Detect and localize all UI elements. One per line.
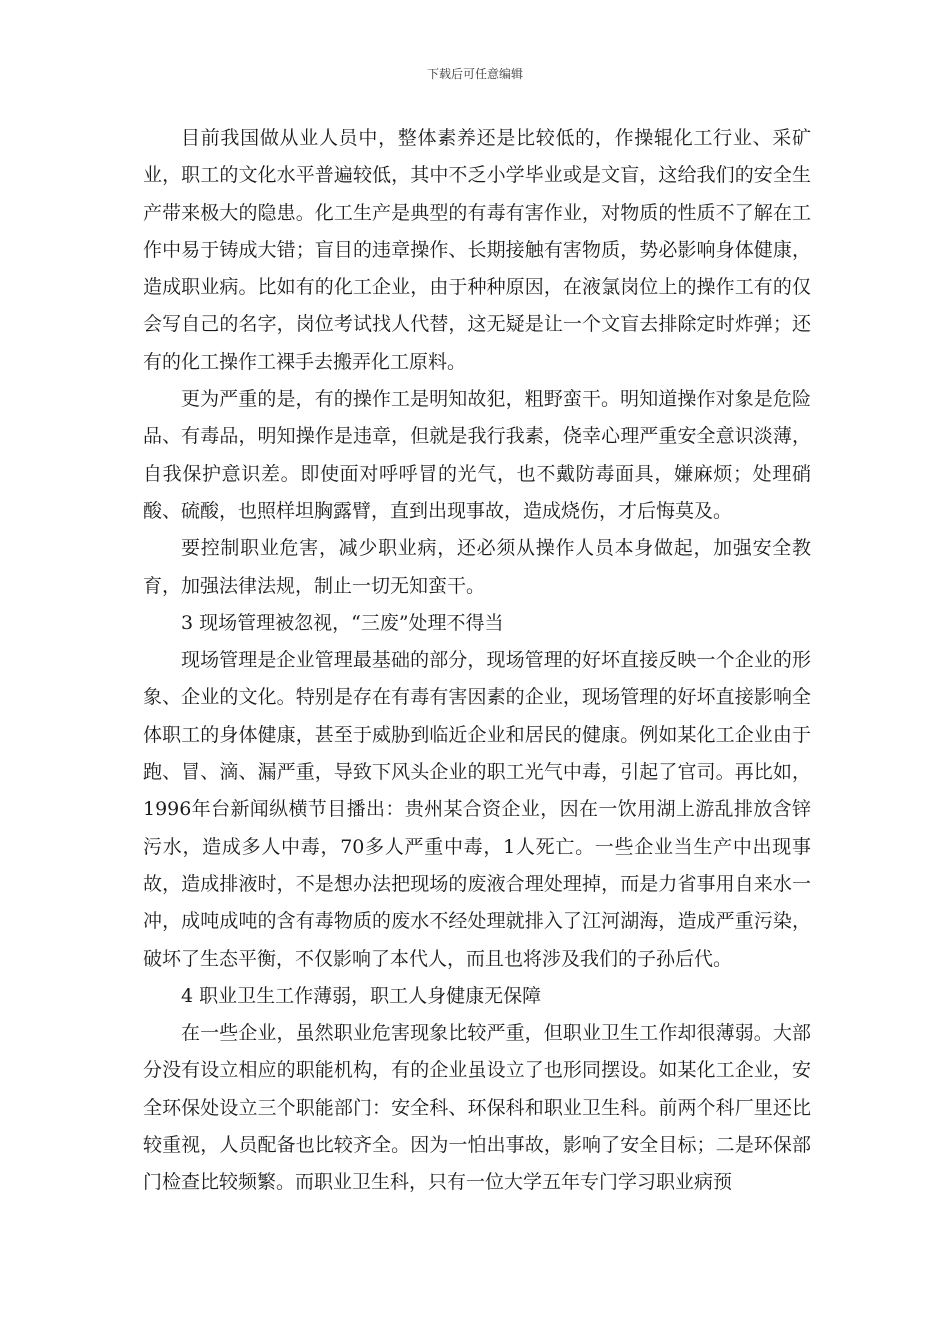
document-body — [143, 120, 811, 1202]
paragraph-site-management: 现场管理是企业管理最基础的部分，现场管理的好坏直接反映一个企业的形象、企业的文化。特别是存在有毒有害因素的企业，现场管理的好坏直接影响全体职工的身体健康，甚至于威胁到临近企业和居民的健康。例如某化工企业由于跑、冒、滴、漏严重，导致下风头企业的职工光气中毒，引起了官司。再比如，1996年台新闻纵横节目播出：贵州某合资企业，因在一饮用湖上游乱排放含锌污水，造成多人中毒，70多人严重中毒，1人死亡。一些企业当生产中出现事故，造成排液时，不是想办法把现场的废液合理处理掉，而是力省事用自来水一冲，成吨成吨的含有毒物质的废水不经处理就排入了江河湖海，造成严重污染，破坏了生态平衡，不仅影响了本代人，而且也将涉及我们的子孙后代。 — [143, 649, 811, 970]
paragraph-control-hazards: 要控制职业危害，减少职业病，还必须从操作人员本身做起，加强安全教育，加强法律法规，制止一切无知蛮干。 — [143, 537, 811, 597]
section-heading-3: 3 现场管理被忽视，“三废”处理不得当 — [181, 611, 504, 634]
paragraph-workforce-quality: 目前我国做从业人员中，整体素养还是比较低的，作操辊化工行业、采矿业，职工的文化水平普遍较低，其中不乏小学毕业或是文盲，这给我们的安全生产带来极大的隐患。化工生产是典型的有毒有害作业，对物质的性质不了解在工作中易于铸成大错；盲目的违章操作、长期接触有害物质，势必影响身体健康，造成职业病。比如有的化工企业，由于种种原因，在液氯岗位上的操作工有的仅会写自己的名字，岗位考试找人代替，这无疑是让一个文盲去排除定时炸弹；还有的化工操作工裸手去搬弄化工原料。 — [143, 127, 811, 373]
section-heading-4: 4 职业卫生工作薄弱，职工人身健康无保障 — [181, 984, 542, 1007]
page-header: 下载后可任意编辑 — [426, 67, 523, 81]
paragraph-reckless-operation: 更为严重的是，有的操作工是明知故犯，粗野蛮干。明知道操作对象是危险品、有毒品，明知操作是违章，但就是我行我素，侥幸心理严重安全意识淡薄，自我保护意识差。即使面对呼呼冒的光气，也不戴防毒面具，嫌麻烦；处理硝酸、硫酸，也照样坦胸露臂，直到出现事故，造成烧伤，才后悔莫及。 — [143, 388, 811, 522]
paragraph-occupational-health: 在一些企业，虽然职业危害现象比较严重，但职业卫生工作却很薄弱。大部分没有设立相应的职能机构，有的企业虽设立了也形同摆设。如某化工企业，安全环保处设立三个职能部门：安全科、环保科和职业卫生科。前两个科厂里还比较重视，人员配备也比较齐全。因为一怕出事故，影响了安全目标；二是环保部门检查比较频繁。而职业卫生科，只有一位大学五年专门学习职业病预 — [143, 1022, 811, 1194]
